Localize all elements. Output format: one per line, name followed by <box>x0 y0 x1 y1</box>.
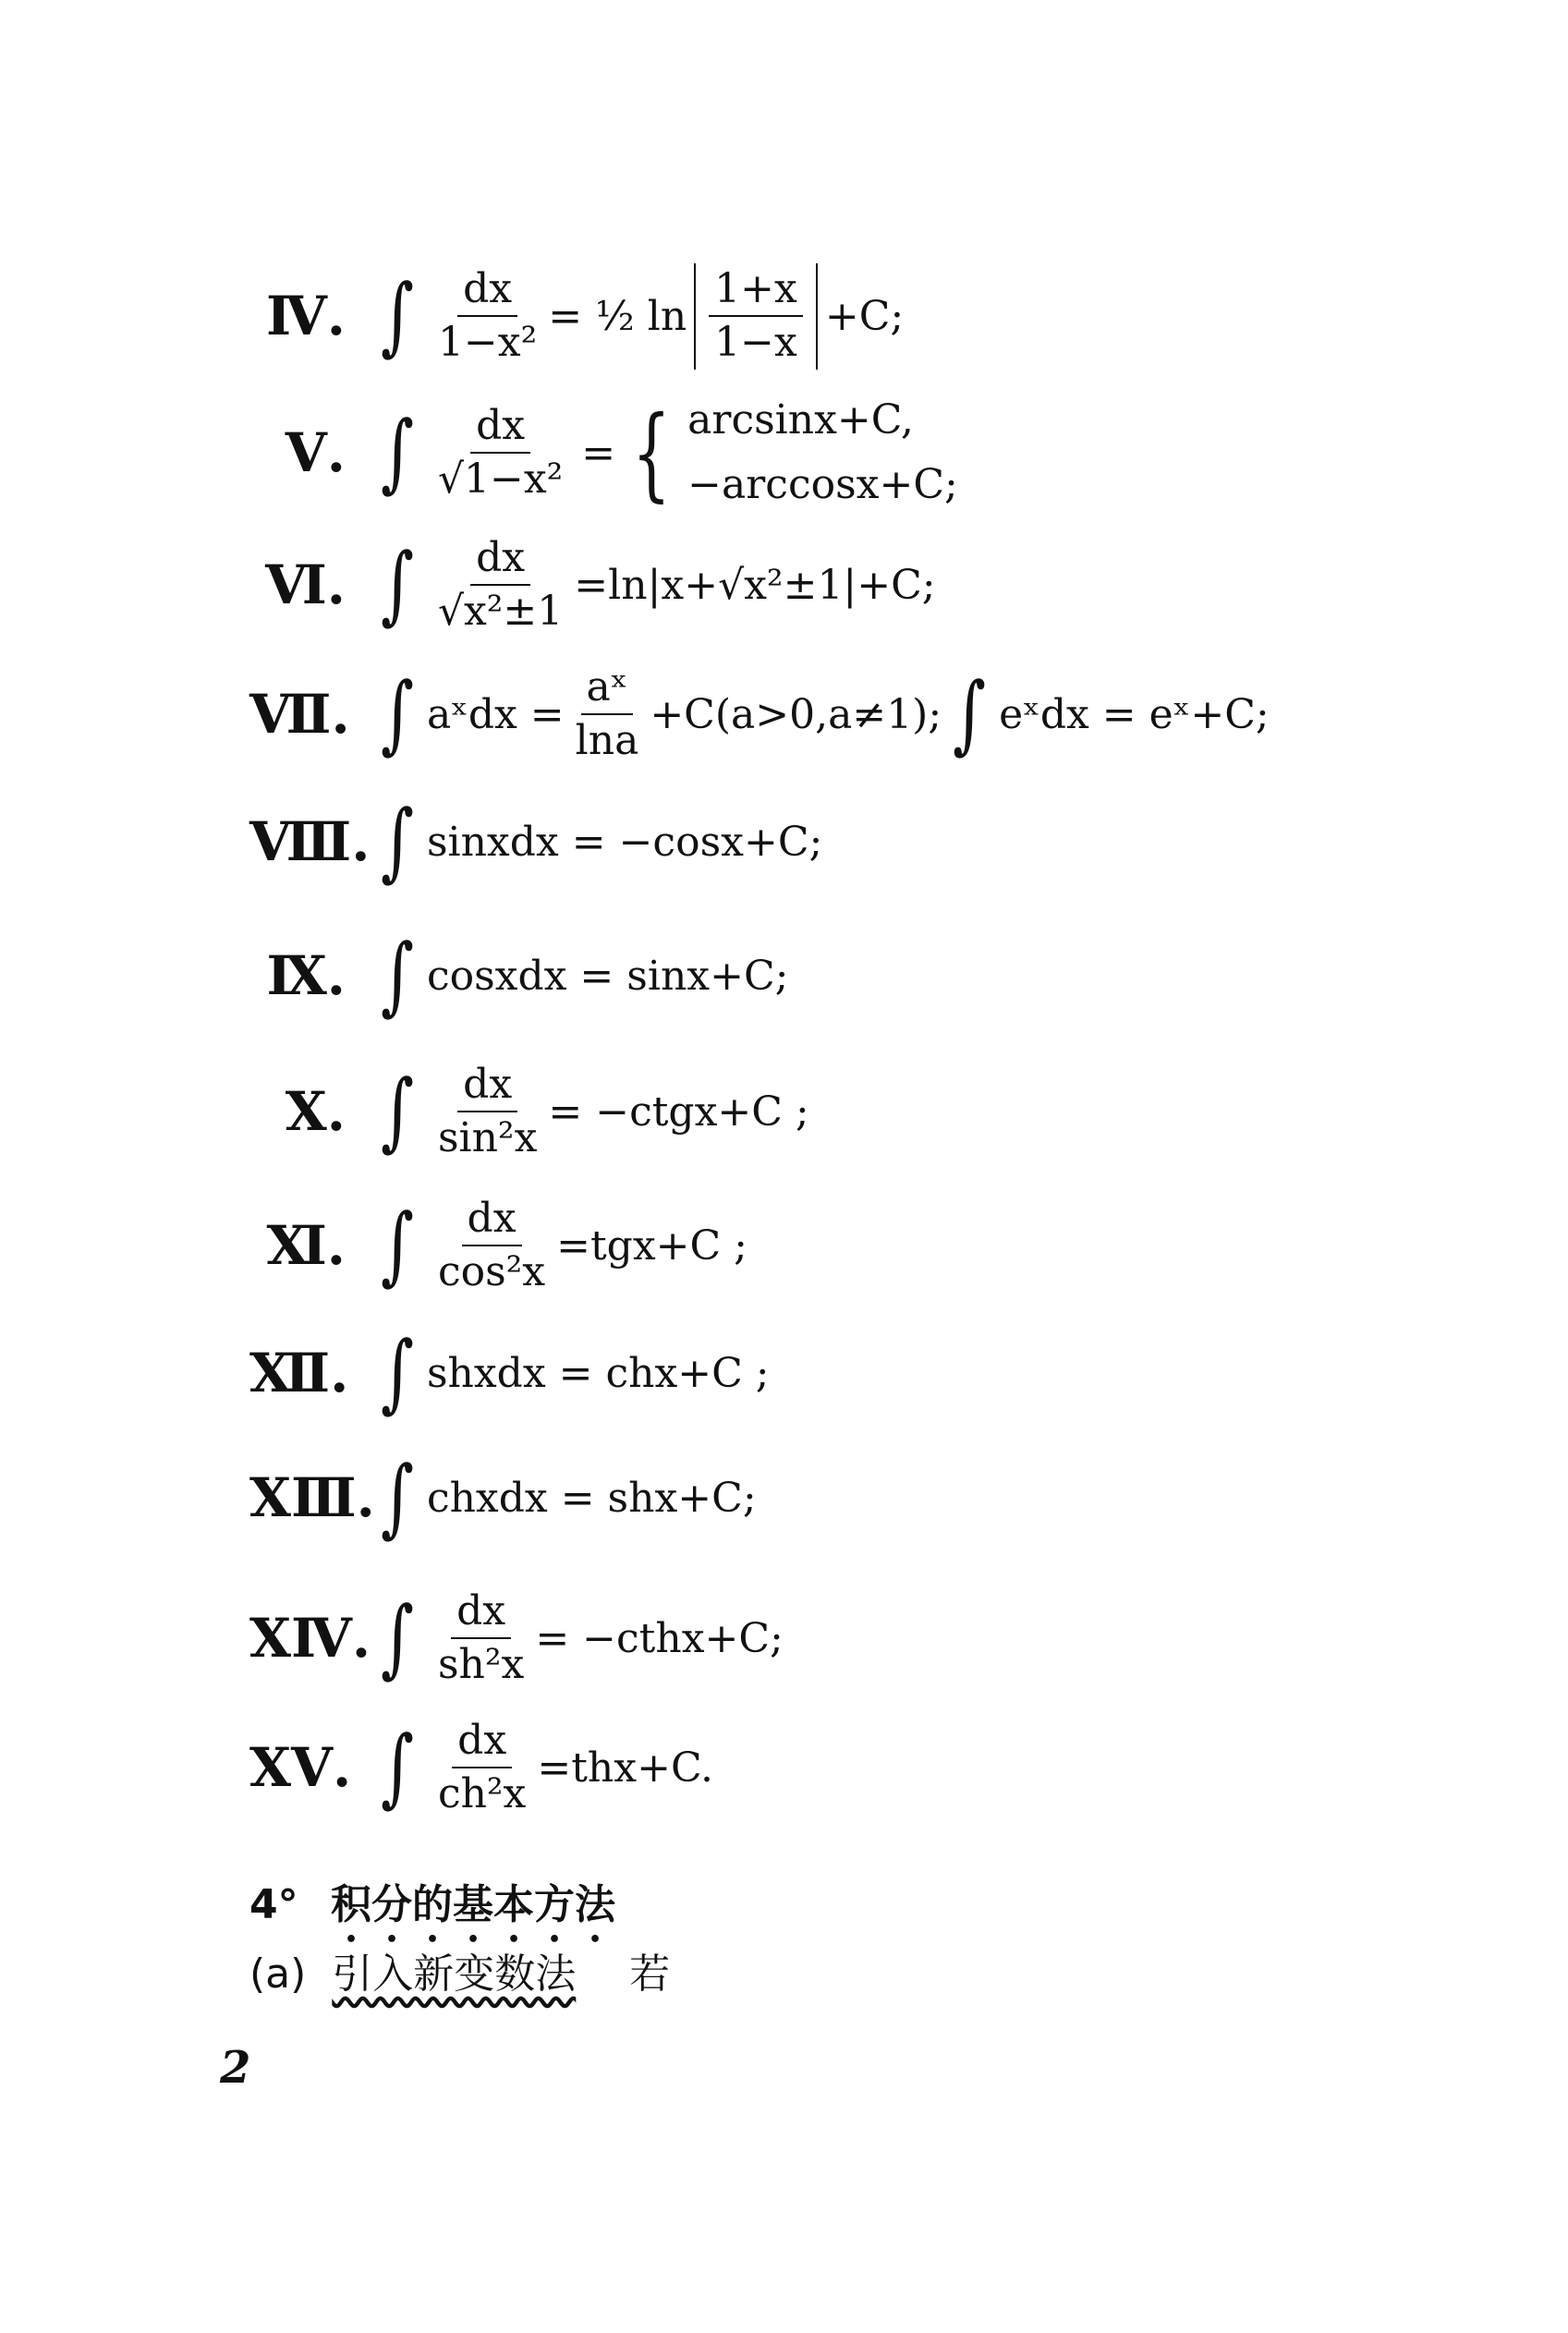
denominator: √1−x² <box>437 456 564 504</box>
numerator: dx <box>470 536 530 586</box>
fraction <box>432 404 568 503</box>
formula-6 <box>249 536 936 635</box>
integral-sign: ∫ <box>380 1062 414 1161</box>
integral-sign: ∫ <box>380 664 414 764</box>
integral-sign: ∫ <box>380 792 414 891</box>
formula-number: Ⅸ. <box>266 944 346 1007</box>
fraction <box>432 267 542 366</box>
denominator: ch²x <box>437 1770 527 1818</box>
rhs-tail: +C; <box>824 292 905 340</box>
formula-number: XⅤ. <box>249 1736 352 1800</box>
formula-12 <box>249 1323 770 1422</box>
formula-body: shxdx = chx+C ; <box>426 1349 770 1397</box>
formula-number: Ⅻ. <box>249 1342 349 1404</box>
rhs-text: = −cthx+C; <box>535 1614 784 1662</box>
denominator: sin²x <box>437 1114 538 1162</box>
integral-sign: ∫ <box>953 664 987 764</box>
denominator: cos²x <box>437 1248 546 1296</box>
integrand: aˣdx = <box>426 690 565 738</box>
numerator: aˣ <box>581 665 634 715</box>
formula-number: Ⅴ. <box>285 421 346 485</box>
denominator: lna <box>575 717 639 765</box>
integrand-2: eˣdx = eˣ+C; <box>999 690 1270 738</box>
fraction <box>432 1719 531 1817</box>
cases <box>687 388 958 518</box>
rhs-text: =tgx+C ; <box>556 1221 748 1270</box>
formula-13 <box>249 1448 757 1547</box>
denominator: √x²±1 <box>437 588 564 636</box>
fraction <box>432 1063 542 1161</box>
numerator: dx <box>470 404 530 454</box>
rhs-text: =ln|x+√x²±1|+C; <box>574 561 936 609</box>
formula-number: XⅢ. <box>249 1466 375 1529</box>
section-heading <box>249 1871 615 1951</box>
fraction <box>570 665 645 764</box>
formula-8 <box>249 792 823 891</box>
formula-body: chxdx = shx+C; <box>426 1474 757 1522</box>
integral-sign: ∫ <box>380 403 414 503</box>
fraction <box>432 536 568 635</box>
integral-sign: ∫ <box>380 1448 414 1547</box>
formula-10 <box>249 1063 809 1161</box>
numerator: dx <box>462 1197 522 1246</box>
rhs-tail: +C(a>0,a≠1); <box>650 690 942 738</box>
formula-number: Ⅳ. <box>265 285 346 348</box>
formula-7 <box>249 665 1270 764</box>
integral-sign: ∫ <box>380 1588 414 1688</box>
case-1: arcsinx+C, <box>687 396 914 444</box>
absolute-value <box>694 263 818 370</box>
fraction <box>432 1589 529 1688</box>
formula-11 <box>249 1197 748 1295</box>
subsection-title: 引入新变数法 <box>332 1950 577 1998</box>
integral-sign: ∫ <box>380 535 414 635</box>
fraction <box>709 267 803 366</box>
formula-number: Ⅹ. <box>285 1080 346 1144</box>
integral-sign: ∫ <box>380 266 414 366</box>
formula-number: Ⅶ. <box>249 683 350 747</box>
denominator: sh²x <box>437 1641 525 1689</box>
formula-body: cosxdx = sinx+C; <box>426 952 789 1000</box>
denominator: 1−x <box>714 319 797 367</box>
integral-sign: ∫ <box>380 1196 414 1295</box>
formula-number: Ⅷ. <box>249 810 371 873</box>
formula-number: Ⅺ. <box>266 1214 346 1278</box>
integral-sign: ∫ <box>380 926 414 1025</box>
numerator: dx <box>451 1589 511 1639</box>
formula-number: Ⅵ. <box>265 553 346 617</box>
section-title: 积分的基本方法 <box>330 1881 615 1928</box>
left-brace: { <box>632 394 672 513</box>
subsection-heading <box>249 1940 670 1999</box>
integral-sign: ∫ <box>380 1718 414 1817</box>
formula-15 <box>249 1719 713 1817</box>
rhs-text: = −ctgx+C ; <box>548 1088 809 1136</box>
page-number: 2 <box>220 2042 251 2094</box>
rhs-text: =thx+C. <box>537 1744 714 1792</box>
section-index: 4° <box>249 1881 298 1928</box>
numerator: dx <box>457 267 517 317</box>
integral-sign: ∫ <box>380 1323 414 1422</box>
rhs-text: = ½ ln <box>548 292 687 340</box>
formula-4 <box>249 263 904 370</box>
numerator: dx <box>457 1063 517 1112</box>
subsection-label: (a) <box>249 1950 307 1998</box>
numerator: dx <box>452 1719 512 1768</box>
formula-9 <box>249 926 789 1025</box>
fraction <box>432 1197 551 1295</box>
case-2: −arccosx+C; <box>687 461 958 509</box>
numerator: 1+x <box>709 267 803 317</box>
formula-5: Ⅴ. ∫ $\frac{dx}{\text{√1−x²}}$ = { arcsinx+C, −arccosx+C; <box>249 388 958 518</box>
formula-number: XⅣ. <box>249 1607 371 1671</box>
formula-14 <box>249 1589 784 1688</box>
formula-body: sinxdx = −cosx+C; <box>426 818 823 866</box>
denominator: 1−x² <box>437 319 538 367</box>
subsection-tail: 若 <box>629 1950 671 1998</box>
